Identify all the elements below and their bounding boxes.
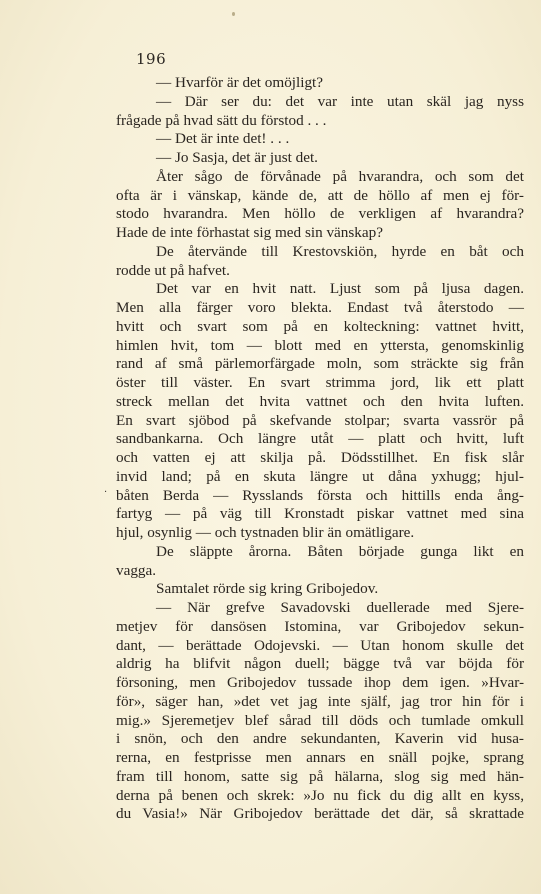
body-text: [116, 74, 524, 824]
text-line: — Jo Sasja, det är just det.: [156, 149, 318, 166]
text-line: — När grefve Savadovski duellerade med Sjere-: [156, 599, 524, 616]
text-line: derna på benen och skrek: »Jo nu fick du dig allt en kyss,: [116, 786, 524, 804]
paper-speck: [232, 12, 235, 16]
text-line: De släppte årorna. Båten började gunga likt en: [156, 542, 524, 560]
text-line: dant, — berättade Odojevski. — Utan honom skulle det: [116, 636, 524, 654]
text-line: rerna, en festprisse men annars en snäll pojke, sprang: [116, 749, 524, 766]
text-line: stodo hvarandra. Men höllo de verkligen af hvarandra?: [116, 205, 524, 223]
text-line: metjev för dansösen Istomina, var Gribojedov sekun-: [116, 617, 524, 635]
text-line: du Vasia!» När Gribojedov berättade det där, så skrattade: [116, 805, 524, 823]
margin-mark: ·: [104, 487, 108, 498]
text-line: invid land; på en skuta längre ut dåna yxhugg; hjul-: [116, 467, 524, 485]
text-line: rodde ut på hafvet.: [116, 261, 230, 279]
text-line: En svart sjöbod på skefvande stolpar; svarta vassrör på: [116, 411, 524, 429]
text-line: Men alla färger voro blekta. Endast två återstodo —: [116, 299, 524, 316]
text-line: öster till väster. En svart strimma jord, lik ett platt: [116, 374, 524, 391]
text-line: Det var en hvit natt. Ljust som på ljusa dagen.: [156, 280, 524, 298]
text-line: hjul, osynlig — och tystnaden blir än omätligare.: [116, 524, 415, 541]
text-line: mig.» Sjeremetjev blef sårad till döds och tumlade omkull: [116, 711, 524, 729]
text-line: — Hvarför är det omöjligt?: [156, 74, 324, 91]
text-line: — Det är inte det! . . .: [156, 130, 290, 148]
text-line: fram till honom, satte sig på hälarna, slog sig med hän-: [116, 767, 524, 785]
text-line: hvitt och svart som på en kolteckning: vattnet hvitt,: [116, 317, 524, 335]
text-line: sandbankarna. Och längre utåt — platt och hvitt, luft: [116, 430, 524, 448]
text-line: båten Berda — Rysslands första och hittills enda ång-: [116, 486, 524, 504]
text-line: himlen hvit, tom — blott med en yttersta, genomskinlig: [116, 336, 524, 354]
text-line: Åter sågo de förvånade på hvarandra, och som det: [156, 167, 524, 185]
text-line: fartyg — på väg till Kronstadt piskar vattnet med sina: [116, 505, 524, 523]
text-line: vagga.: [116, 561, 157, 579]
text-line: De återvände till Krestovskiön, hyrde en båt och: [156, 242, 524, 260]
text-line: rand af små pärlemorfärgade moln, som sträckte sig från: [116, 355, 524, 373]
text-line: frågade på hvad sätt du förstod . . .: [116, 111, 327, 129]
page-number: 196: [136, 50, 167, 68]
text-line: aldrig ha blifvit någon duell; bägge två var böjda för: [116, 655, 524, 673]
text-line: Hade de inte förhastat sig med sin vänskap?: [116, 224, 383, 241]
text-line: för», säger han, »det vet jag inte själf, jag tror hin för i: [116, 692, 524, 710]
text-line: — Där ser du: det var inte utan skäl jag nyss: [156, 92, 524, 110]
text-line: Samtalet rörde sig kring Gribojedov.: [156, 580, 379, 598]
text-line: ofta är i vänskap, kände de, att de höllo af men ej för-: [116, 186, 524, 204]
text-line: streck mellan det hvita vattnet och den hvita luften.: [116, 392, 524, 410]
text-line: försoning, men Gribojedov tussade ihop dem igen. »Hvar-: [116, 674, 524, 691]
text-line: och vatten ej att skilja på. Dödsstillhet. En fisk slår: [116, 449, 524, 466]
text-line: i snön, och den andre sekundanten, Kaverin vid husa-: [116, 730, 524, 748]
